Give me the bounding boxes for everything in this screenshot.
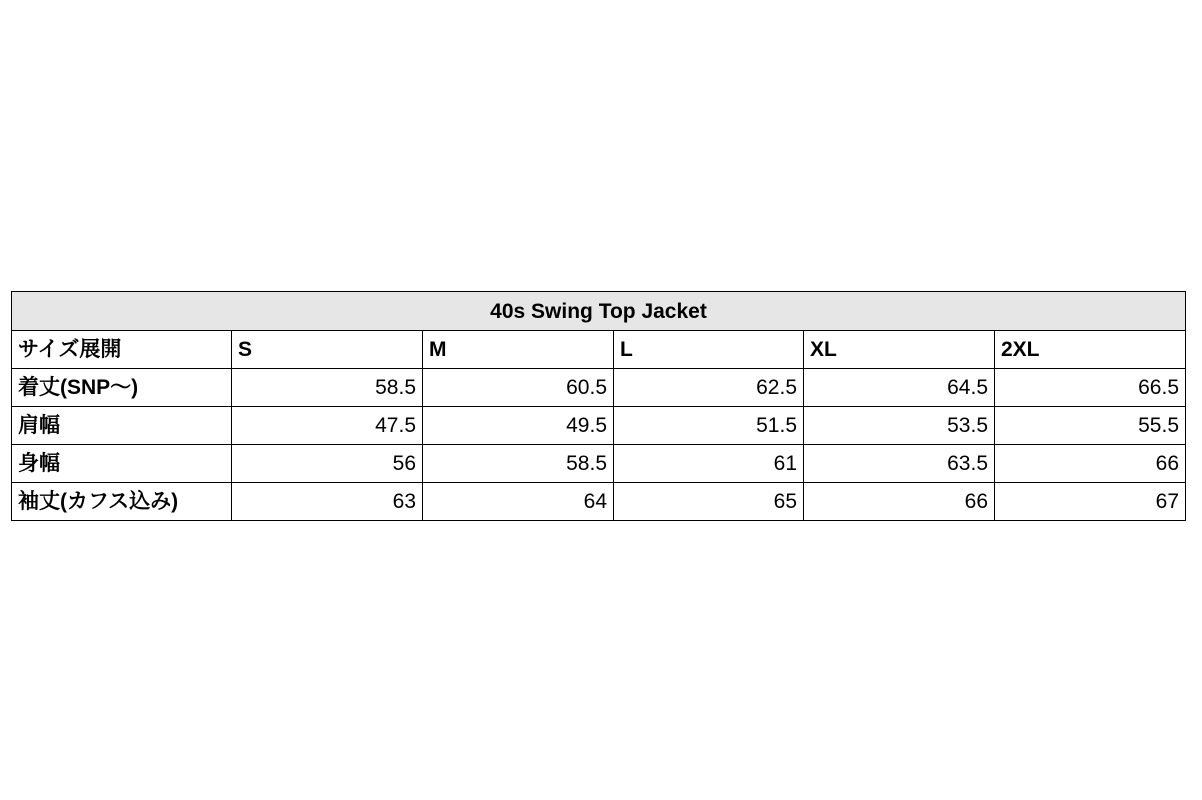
table-cell: 58.5 bbox=[232, 369, 423, 407]
size-header-m: M bbox=[423, 331, 614, 369]
size-chart-table bbox=[11, 291, 1186, 521]
table-cell: 61 bbox=[614, 445, 804, 483]
row-label-shoulder: 肩幅 bbox=[12, 407, 232, 445]
table-cell: 66.5 bbox=[995, 369, 1186, 407]
table-cell: 56 bbox=[232, 445, 423, 483]
row-label-chest: 身幅 bbox=[12, 445, 232, 483]
size-header-l: L bbox=[614, 331, 804, 369]
row-label-sleeve: 袖丈(カフス込み) bbox=[12, 483, 232, 521]
table-row bbox=[12, 483, 1186, 521]
table-cell: 58.5 bbox=[423, 445, 614, 483]
table-cell: 67 bbox=[995, 483, 1186, 521]
table-cell: 51.5 bbox=[614, 407, 804, 445]
table-cell: 64.5 bbox=[804, 369, 995, 407]
title-row bbox=[12, 292, 1186, 331]
table-cell: 53.5 bbox=[804, 407, 995, 445]
table-cell: 55.5 bbox=[995, 407, 1186, 445]
table-cell: 63.5 bbox=[804, 445, 995, 483]
table-cell: 49.5 bbox=[423, 407, 614, 445]
table-row bbox=[12, 369, 1186, 407]
row-label-length: 着丈(SNP〜) bbox=[12, 369, 232, 407]
table-cell: 66 bbox=[804, 483, 995, 521]
table-row bbox=[12, 407, 1186, 445]
table-cell: 47.5 bbox=[232, 407, 423, 445]
table-row bbox=[12, 445, 1186, 483]
table-cell: 63 bbox=[232, 483, 423, 521]
table-cell: 65 bbox=[614, 483, 804, 521]
table-cell: 60.5 bbox=[423, 369, 614, 407]
size-header-row bbox=[12, 331, 1186, 369]
size-header-label: サイズ展開 bbox=[12, 331, 232, 369]
table-title: 40s Swing Top Jacket bbox=[12, 292, 1186, 331]
size-header-s: S bbox=[232, 331, 423, 369]
table-cell: 66 bbox=[995, 445, 1186, 483]
size-header-xl: XL bbox=[804, 331, 995, 369]
table-cell: 64 bbox=[423, 483, 614, 521]
table-cell: 62.5 bbox=[614, 369, 804, 407]
size-header-2xl: 2XL bbox=[995, 331, 1186, 369]
